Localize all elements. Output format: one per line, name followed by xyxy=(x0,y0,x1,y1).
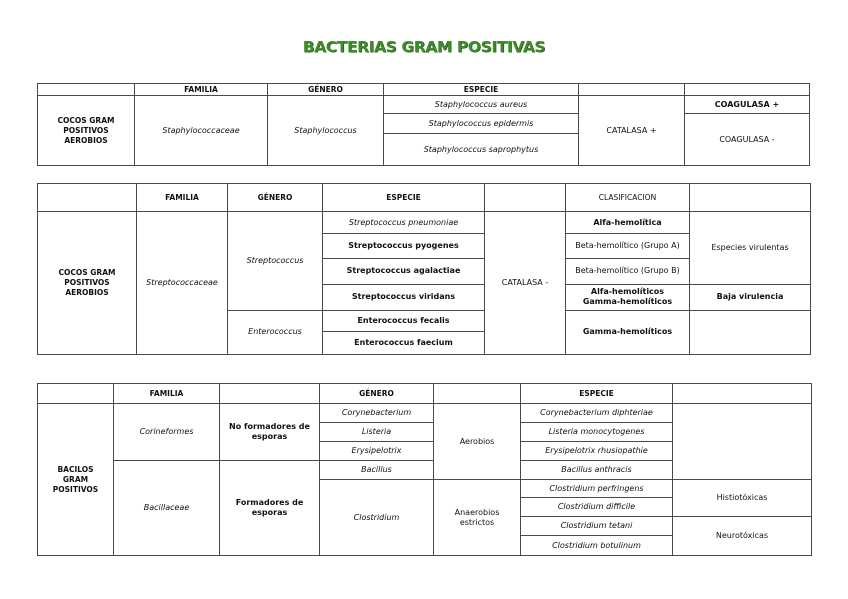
especie-cell: Erysipelotrix rhusiopathie xyxy=(521,442,673,461)
genero-cell: Bacillus xyxy=(320,461,434,480)
clasificacion-cell: Alfa-hemolítica xyxy=(566,212,690,234)
especie-cell: Enterococcus fecalis xyxy=(323,310,485,331)
genero-cell: Corynebacterium xyxy=(320,404,434,423)
header-blank xyxy=(485,184,566,212)
especie-cell: Clostridium difficile xyxy=(521,498,673,517)
especie-cell: Streptococcus viridans xyxy=(323,284,485,310)
virulentas-cell: Especies virulentas xyxy=(690,212,811,284)
neurotoxicas-cell: Neurotóxicas xyxy=(673,517,812,556)
anaerobios-cell: Anaerobios estrictos xyxy=(434,480,521,556)
coagulasa-neg-cell: COAGULASA - xyxy=(685,114,810,166)
clasificacion-cell: Beta-hemolítico (Grupo A) xyxy=(566,234,690,259)
genero-cell: Streptococcus xyxy=(228,212,323,311)
genero-cell: Erysipelotrix xyxy=(320,442,434,461)
catalasa-cell: CATALASA + xyxy=(579,96,685,166)
streptococcus-table xyxy=(37,183,811,355)
especie-cell: Streptococcus agalactiae xyxy=(323,259,485,284)
especie-cell: Staphylococcus epidermis xyxy=(384,114,579,134)
especie-cell: Staphylococcus aureus xyxy=(384,96,579,114)
header-blank xyxy=(434,384,521,404)
clasificacion-cell: Alfa-hemolíticos Gamma-hemolíticos xyxy=(566,284,690,310)
header-blank xyxy=(220,384,320,404)
page-title: BACTERIAS GRAM POSITIVAS xyxy=(302,38,546,56)
bacilos-table xyxy=(37,383,812,556)
group-label: COCOS GRAM POSITIVOS AEROBIOS xyxy=(38,96,135,166)
especie-cell: Staphylococcus saprophytus xyxy=(384,134,579,166)
clasificacion-cell: Beta-hemolítico (Grupo B) xyxy=(566,259,690,284)
aerobios-cell: Aerobios xyxy=(434,404,521,480)
header-blank xyxy=(690,184,811,212)
header-blank xyxy=(685,84,810,96)
esporas-cell: Formadores de esporas xyxy=(220,461,320,556)
group-label: COCOS GRAM POSITIVOS AEROBIOS xyxy=(38,212,137,355)
header-familia: FAMILIA xyxy=(135,84,268,96)
header-familia: FAMILIA xyxy=(137,184,228,212)
familia-cell: Corineformes xyxy=(114,404,220,461)
especie-cell: Bacillus anthracis xyxy=(521,461,673,480)
blank-cell xyxy=(690,310,811,354)
familia-cell: Streptococcaceae xyxy=(137,212,228,355)
genero-cell: Listeria xyxy=(320,423,434,442)
header-blank xyxy=(38,184,137,212)
clasificacion-cell: Gamma-hemolíticos xyxy=(566,310,690,354)
header-genero: GÉNERO xyxy=(320,384,434,404)
familia-cell: Bacillaceae xyxy=(114,461,220,556)
header-genero: GÉNERO xyxy=(228,184,323,212)
histiotoxicas-cell: Histiotóxicas xyxy=(673,480,812,517)
especie-cell: Clostridium tetani xyxy=(521,517,673,536)
header-clasificacion: CLASIFICACION xyxy=(566,184,690,212)
genero-cell: Clostridium xyxy=(320,480,434,556)
group-label: BACILOS GRAM POSITIVOS xyxy=(38,404,114,556)
especie-cell: Listeria monocytogenes xyxy=(521,423,673,442)
header-blank xyxy=(673,384,812,404)
catalasa-cell: CATALASA - xyxy=(485,212,566,355)
header-genero: GÉNERO xyxy=(268,84,384,96)
especie-cell: Clostridium botulinum xyxy=(521,536,673,556)
genero-cell: Enterococcus xyxy=(228,310,323,354)
especie-cell: Streptococcus pyogenes xyxy=(323,234,485,259)
esporas-cell: No formadores de esporas xyxy=(220,404,320,461)
especie-cell: Enterococcus faecium xyxy=(323,331,485,354)
familia-cell: Staphylococcaceae xyxy=(135,96,268,166)
especie-cell: Streptococcus pneumoniae xyxy=(323,212,485,234)
header-especie: ESPECIE xyxy=(323,184,485,212)
header-blank xyxy=(38,384,114,404)
header-familia: FAMILIA xyxy=(114,384,220,404)
header-especie: ESPECIE xyxy=(384,84,579,96)
especie-cell: Corynebacterium diphteriae xyxy=(521,404,673,423)
staphylococcus-table xyxy=(37,83,810,166)
header-blank xyxy=(38,84,135,96)
blank-cell xyxy=(673,404,812,480)
coagulasa-pos-cell: COAGULASA + xyxy=(685,96,810,114)
especie-cell: Clostridium perfringens xyxy=(521,480,673,498)
genero-cell: Staphylococcus xyxy=(268,96,384,166)
baja-virulencia-cell: Baja virulencia xyxy=(690,284,811,310)
header-especie: ESPECIE xyxy=(521,384,673,404)
header-blank xyxy=(579,84,685,96)
